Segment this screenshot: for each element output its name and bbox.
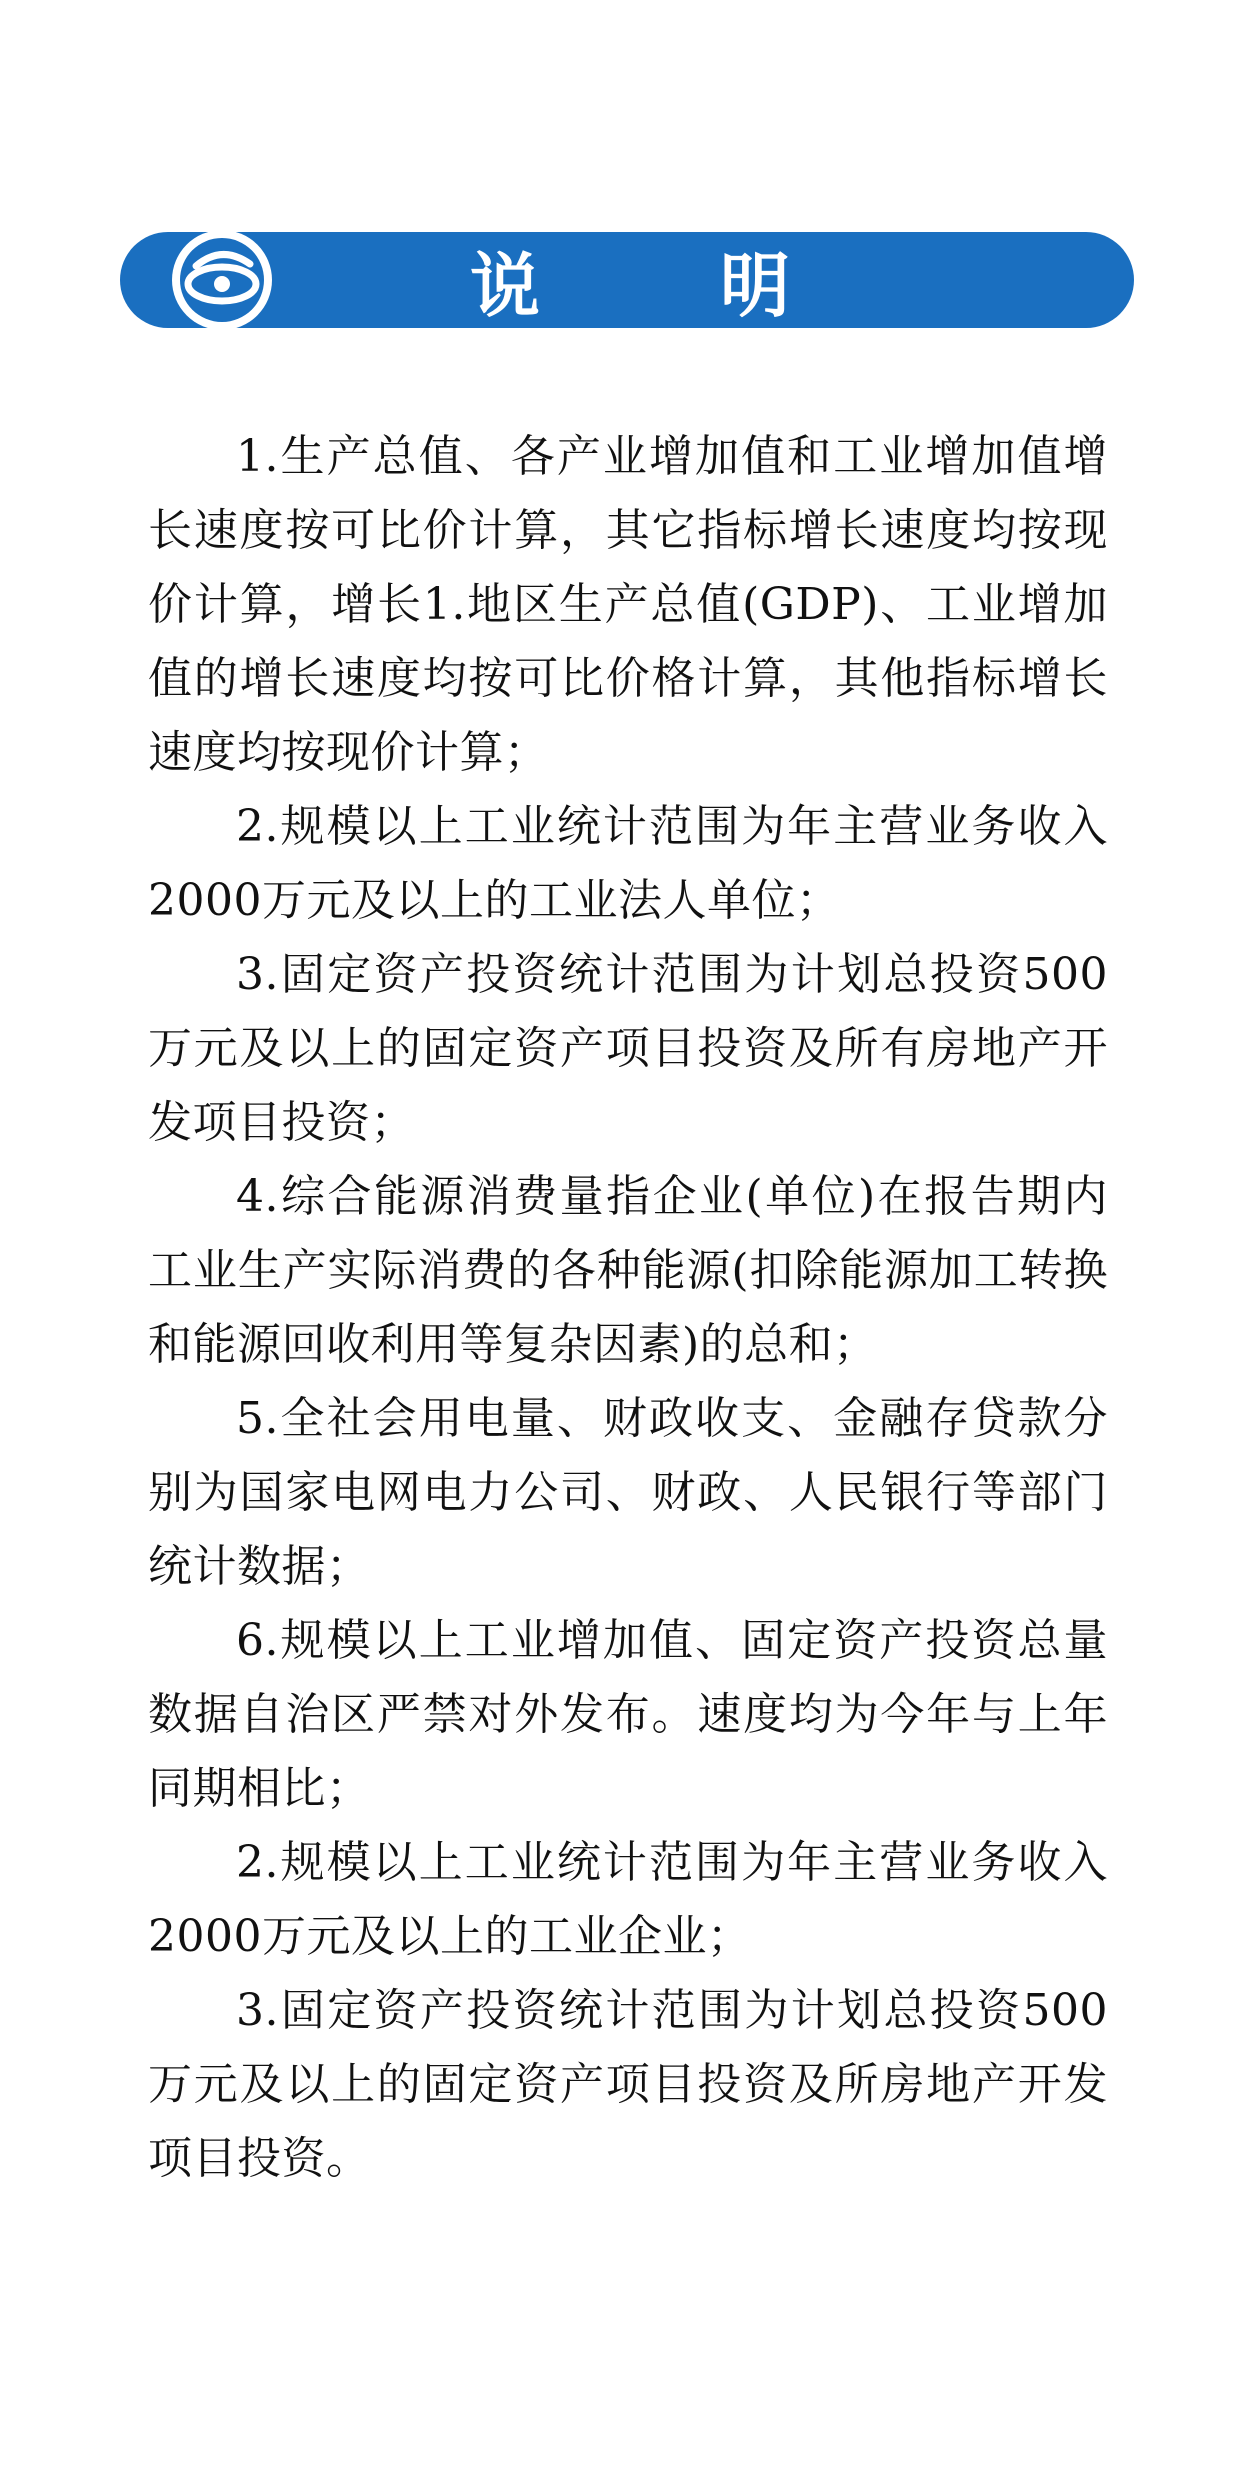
title-char-2: 明 (720, 243, 790, 327)
note-paragraph-6: 6.规模以上工业增加值、固定资产投资总量数据自治区严禁对外发布。速度均为今年与上年同期相比； (148, 1615, 1108, 1814)
note-paragraph-1: 1.生产总值、各产业增加值和工业增加值增长速度按可比价计算，其它指标增长速度均按现价计算，增长1.地区生产总值(GDP)、工业增加值的增长速度均按可比价格计算，其他指标增长速度均按现价计算； (148, 431, 1108, 778)
circular-emblem-icon (170, 228, 274, 332)
note-paragraph-5: 5.全社会用电量、财政收支、金融存贷款分别为国家电网电力公司、财政、人民银行等部门统计数据； (148, 1393, 1108, 1592)
note-paragraph-2: 2.规模以上工业统计范围为年主营业务收入2000万元及以上的工业法人单位； (148, 801, 1108, 926)
note-paragraph-7: 2.规模以上工业统计范围为年主营业务收入2000万元及以上的工业企业； (148, 1837, 1108, 1962)
note-paragraph-4: 4.综合能源消费量指企业(单位)在报告期内工业生产实际消费的各种能源(扣除能源加工转换和能源回收利用等复杂因素)的总和； (148, 1171, 1108, 1370)
note-paragraph-3: 3.固定资产投资统计范围为计划总投资500万元及以上的固定资产项目投资及所有房地产开发项目投资； (148, 949, 1108, 1148)
title-char-1: 说 (470, 243, 540, 327)
notes-body (148, 420, 1108, 2196)
note-paragraph-8: 3.固定资产投资统计范围为计划总投资500万元及以上的固定资产项目投资及所房地产开发项目投资。 (148, 1985, 1108, 2184)
page-title (470, 232, 790, 328)
